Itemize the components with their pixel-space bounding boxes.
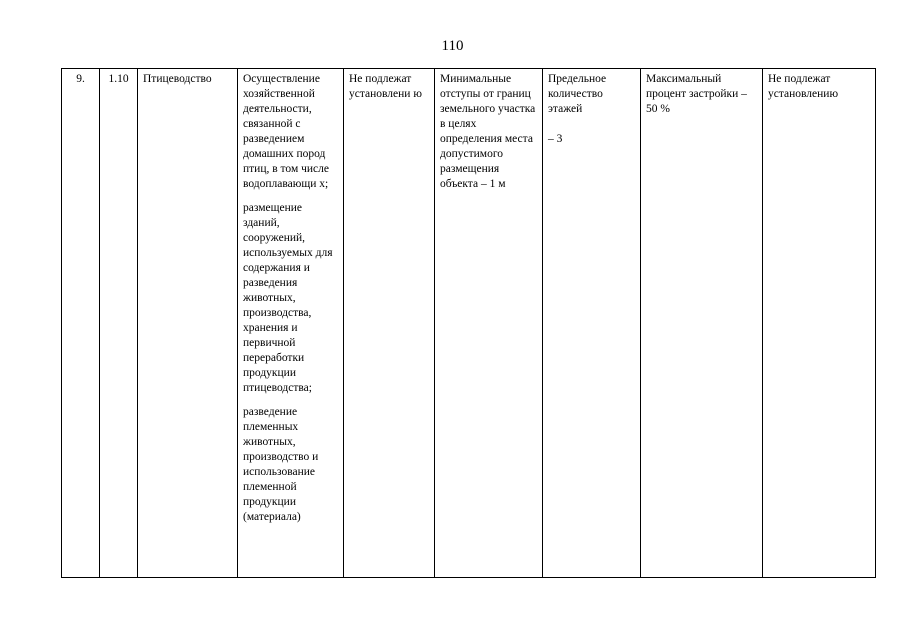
floors-value: – 3 <box>548 133 563 145</box>
zoning-table <box>61 68 876 578</box>
col5-text: Не подлежат установлени ю <box>349 73 422 100</box>
row-number: 9. <box>76 73 85 85</box>
setbacks-text: Минимальные отступы от границ земельного участка в целях определения места допустимого размещения объекта – 1 м <box>440 73 536 190</box>
row-code-cell <box>100 69 138 578</box>
coverage-text: Максимальный процент застройки – 50 % <box>646 73 747 115</box>
setbacks-cell <box>435 69 543 578</box>
floors-label: Предельное количество этажей <box>548 73 607 115</box>
use-name: Птицеводство <box>143 73 212 85</box>
description-paragraph: разведение племенных животных, производство и использование племенной продукции (материала) <box>243 406 319 523</box>
page-number: 110 <box>441 38 464 54</box>
row-number-cell <box>62 69 100 578</box>
description-paragraph: Осуществление хозяйственной деятельности, связанной с разведением домашних пород птиц, в том числе водоплавающи х; <box>243 73 329 190</box>
table-row <box>62 69 876 578</box>
use-name-cell <box>138 69 238 578</box>
floors-cell <box>543 69 641 578</box>
row-code: 1.10 <box>108 73 129 85</box>
use-description-cell <box>238 69 344 578</box>
col5-cell <box>344 69 435 578</box>
last-col-cell <box>763 69 876 578</box>
coverage-cell <box>641 69 763 578</box>
last-col-text: Не подлежат установлению <box>768 73 839 100</box>
description-paragraph: размещение зданий, сооружений, используемых для содержания и разведения животных, производства, хранения и первичной переработки продукции птицеводства; <box>243 202 333 394</box>
